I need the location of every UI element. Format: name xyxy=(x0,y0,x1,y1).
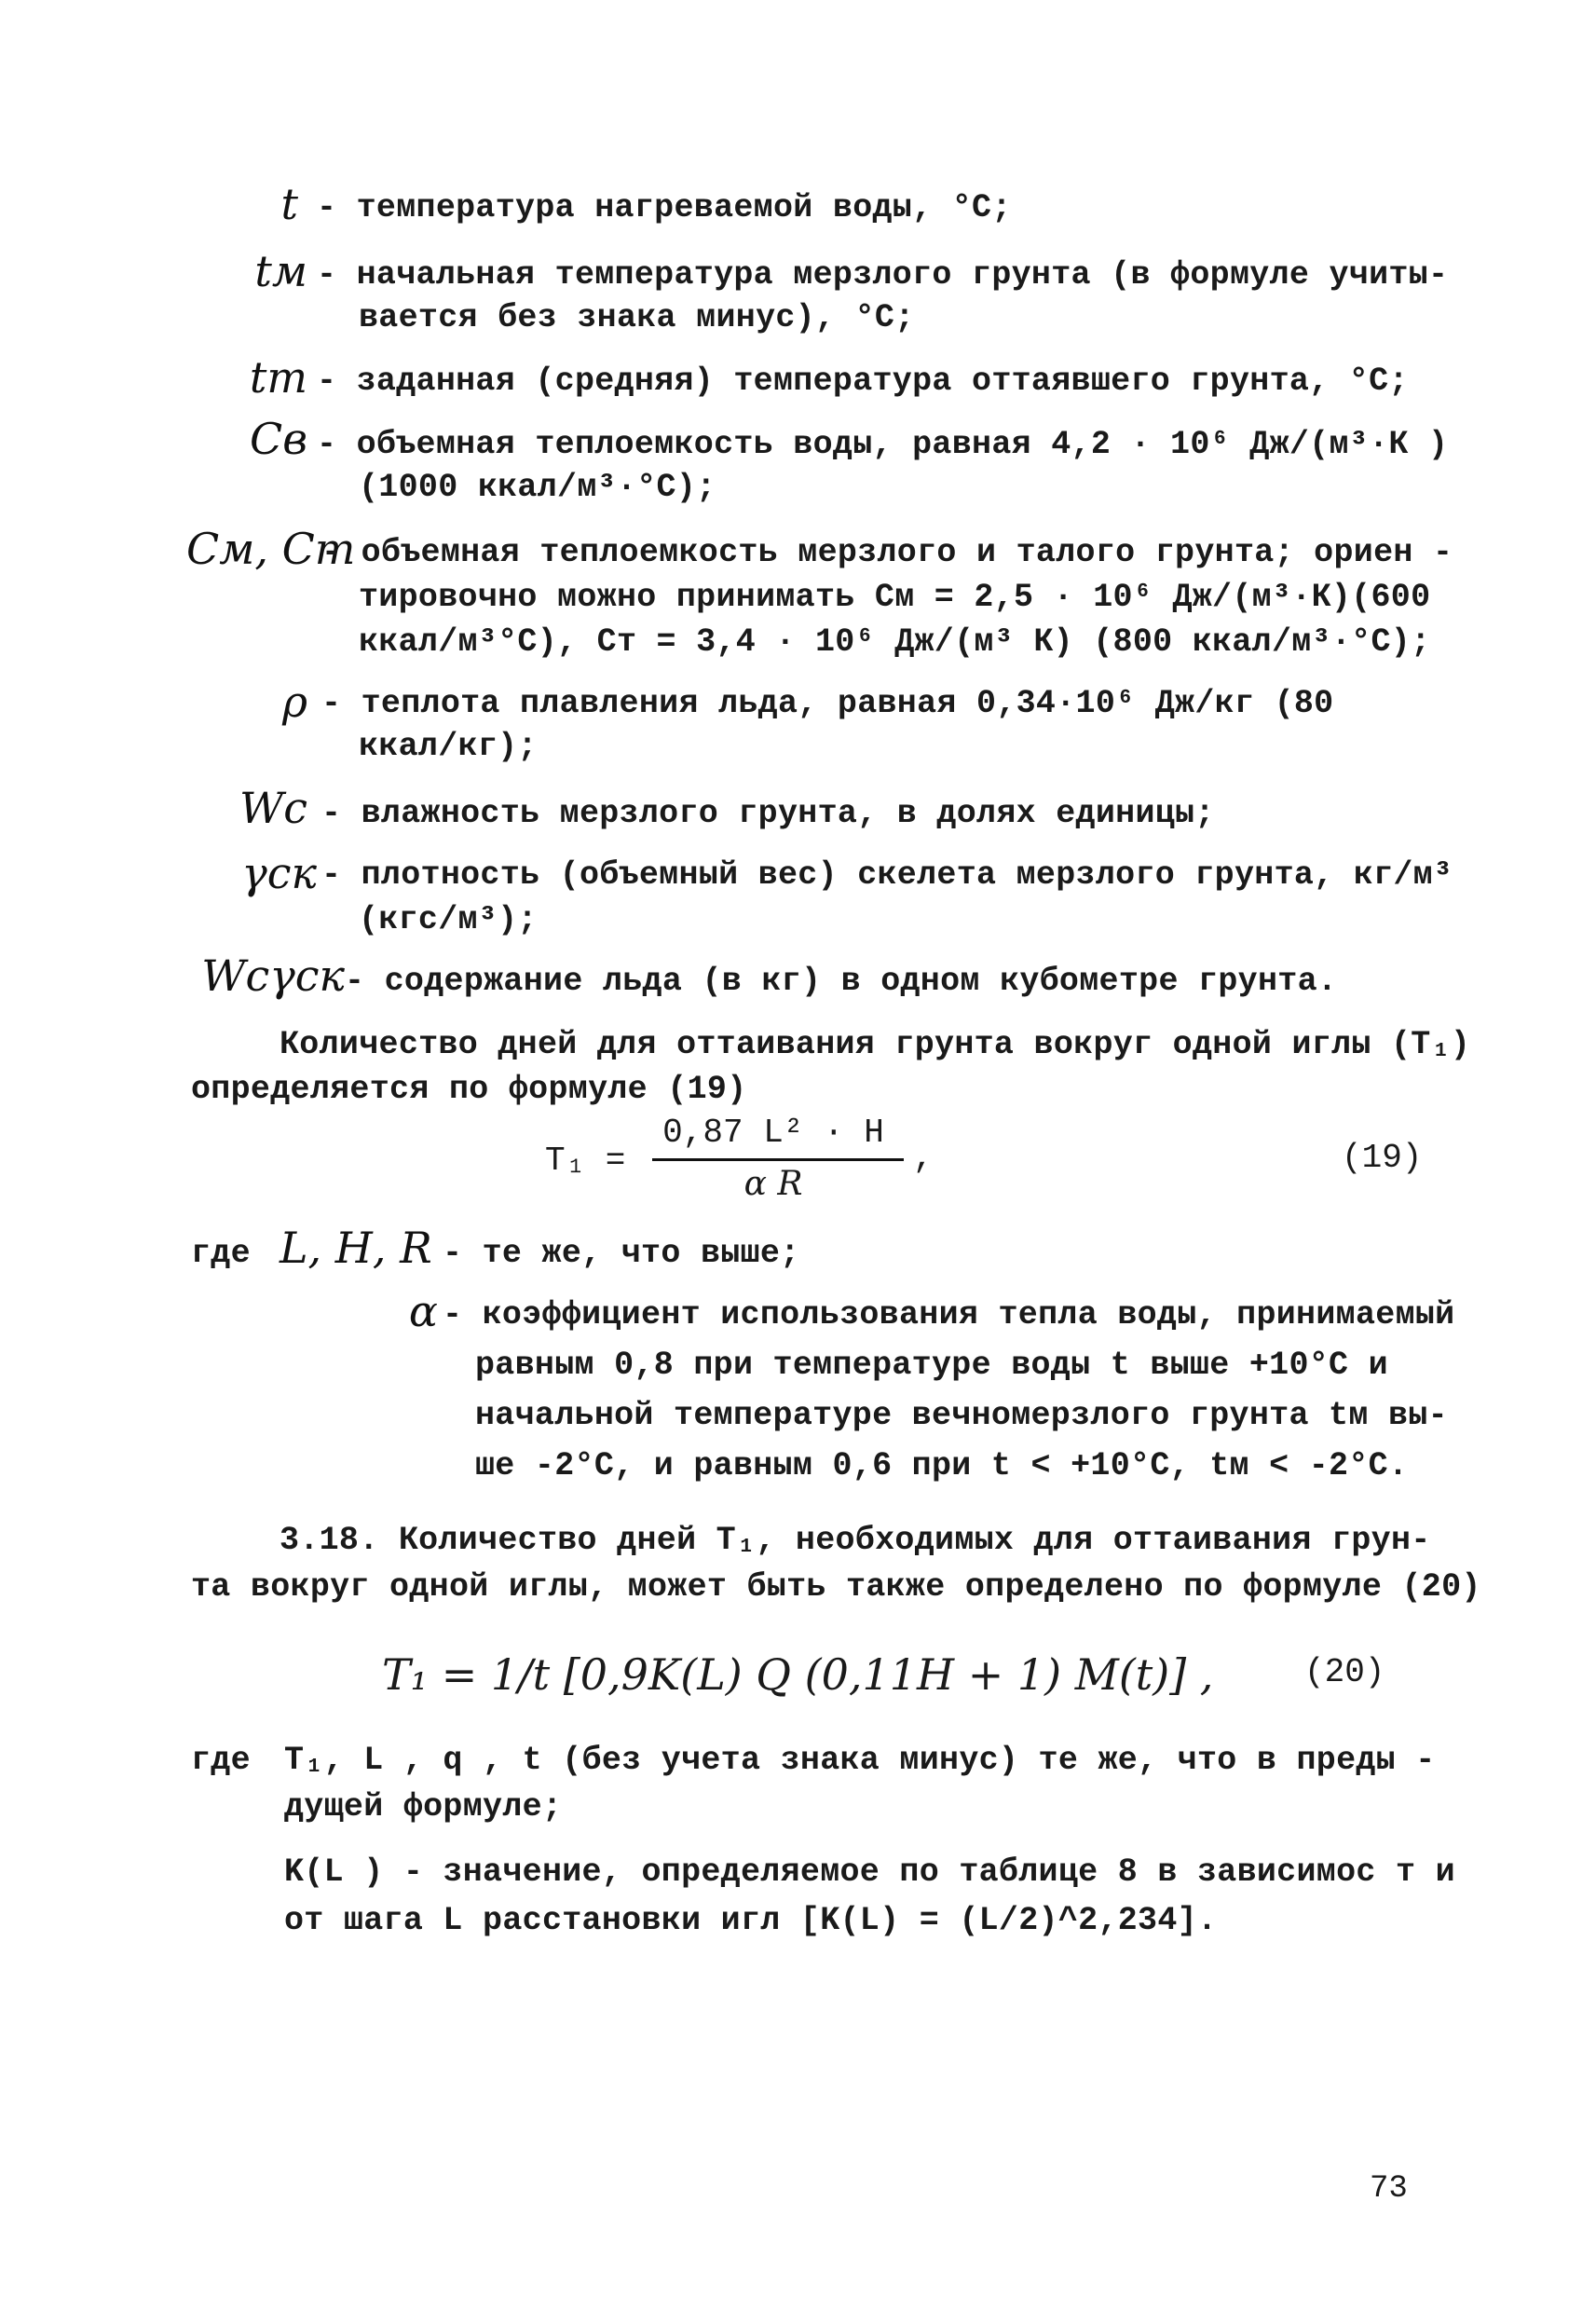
where-text: - те же, что выше; xyxy=(443,1235,800,1272)
symbol-wc-gamma: Wcγск xyxy=(201,950,345,1001)
formula-19-lhs: T₁ = xyxy=(545,1142,626,1180)
where-label: где xyxy=(191,1742,251,1779)
formula-19-fraction-bar xyxy=(652,1158,904,1161)
definition-text: (1000 ккал/м³·°С); xyxy=(359,469,716,506)
symbol-gamma-sk: γск xyxy=(241,848,317,898)
paragraph-line: определяется по формуле (19) xyxy=(191,1071,747,1108)
symbol-cm-ct: Cм, Cт xyxy=(186,524,356,574)
where-text: - коэффициент использования тепла воды, принимаемый xyxy=(443,1296,1455,1333)
where-text: дущей формуле; xyxy=(284,1788,563,1826)
definition-text: - теплота плавления льда, равная 0,34·10⁶ Дж/кг (80 xyxy=(321,685,1334,722)
paragraph-line: K(L ) - значение, определяемое по таблице 8 в зависимос т и xyxy=(284,1853,1455,1891)
definition-text: тировочно можно принимать Cм = 2,5 · 10⁶ Дж/(м³·К)(600 xyxy=(359,579,1431,616)
formula-19-number: (19) xyxy=(1342,1139,1423,1177)
formula-19-numerator: 0,87 L² · H xyxy=(662,1114,884,1152)
where-text: равным 0,8 при температуре воды t выше +10°С и xyxy=(475,1347,1388,1384)
definition-text: - влажность мерзлого грунта, в долях единицы; xyxy=(321,795,1215,832)
formula-20-number: (20) xyxy=(1304,1653,1385,1691)
symbol-t: t xyxy=(280,179,298,229)
definition-text: - содержание льда (в кг) в одном кубометре грунта. xyxy=(345,963,1338,1000)
where-text: ше -2°С, и равным 0,6 при t < +10°С, tм < -2°С. xyxy=(475,1447,1409,1484)
symbol-l-h-r: L, H, R xyxy=(280,1223,432,1273)
definition-text: вается без знака минус), °С; xyxy=(359,299,915,336)
paragraph-line: от шага L расстановки игл [K(L) = (L/2)^2,234]. xyxy=(284,1902,1218,1939)
definition-text: - температура нагреваемой воды, °С; xyxy=(317,189,1012,226)
definition-text: (кгс/м³); xyxy=(359,901,538,938)
symbol-cv: Cв xyxy=(250,414,307,464)
paragraph-line: Количество дней для оттаивания грунта вокруг одной иглы (T₁) xyxy=(280,1026,1471,1063)
formula-19-denominator: α R xyxy=(743,1165,803,1203)
formula-19-trail: , xyxy=(913,1139,934,1177)
definition-text: - заданная (средняя) температура оттаявшего грунта, °С; xyxy=(317,362,1409,400)
symbol-alpha: α xyxy=(408,1286,438,1336)
symbol-wc: Wc xyxy=(239,783,307,833)
definition-text: ккал/м³°С), Cт = 3,4 · 10⁶ Дж/(м³ К) (800 ккал/м³·°С); xyxy=(359,623,1431,661)
symbol-tt: tт xyxy=(249,352,307,403)
symbol-rho: ρ xyxy=(281,677,307,727)
paragraph-line: 3.18. Количество дней T₁, необходимых для оттаивания грун- xyxy=(280,1522,1431,1559)
definition-text: - плотность (объемный вес) скелета мерзлого грунта, кг/м³ xyxy=(321,856,1453,894)
definition-text: - объемная теплоемкость воды, равная 4,2 · 10⁶ Дж/(м³·К ) xyxy=(317,426,1449,463)
definition-text: - объемная теплоемкость мерзлого и талого грунта; ориен - xyxy=(321,534,1453,571)
paragraph-line: та вокруг одной иглы, может быть также определено по формуле (20) xyxy=(191,1568,1481,1606)
definition-text: ккал/кг); xyxy=(359,728,538,765)
where-text: начальной температуре вечномерзлого грунта tм вы- xyxy=(475,1397,1448,1434)
formula-20: T₁ = 1/t [0,9K(L) Q (0,11H + 1) M(t)] , xyxy=(382,1649,1214,1700)
where-label: где xyxy=(191,1235,251,1272)
where-text: T₁, L , q , t (без учета знака минус) те же, что в преды - xyxy=(284,1742,1436,1779)
definition-text: - начальная температура мерзлого грунта (в формуле учиты- xyxy=(317,256,1449,294)
page-number: 73 xyxy=(1370,2171,1408,2207)
symbol-tm: tм xyxy=(254,246,307,296)
